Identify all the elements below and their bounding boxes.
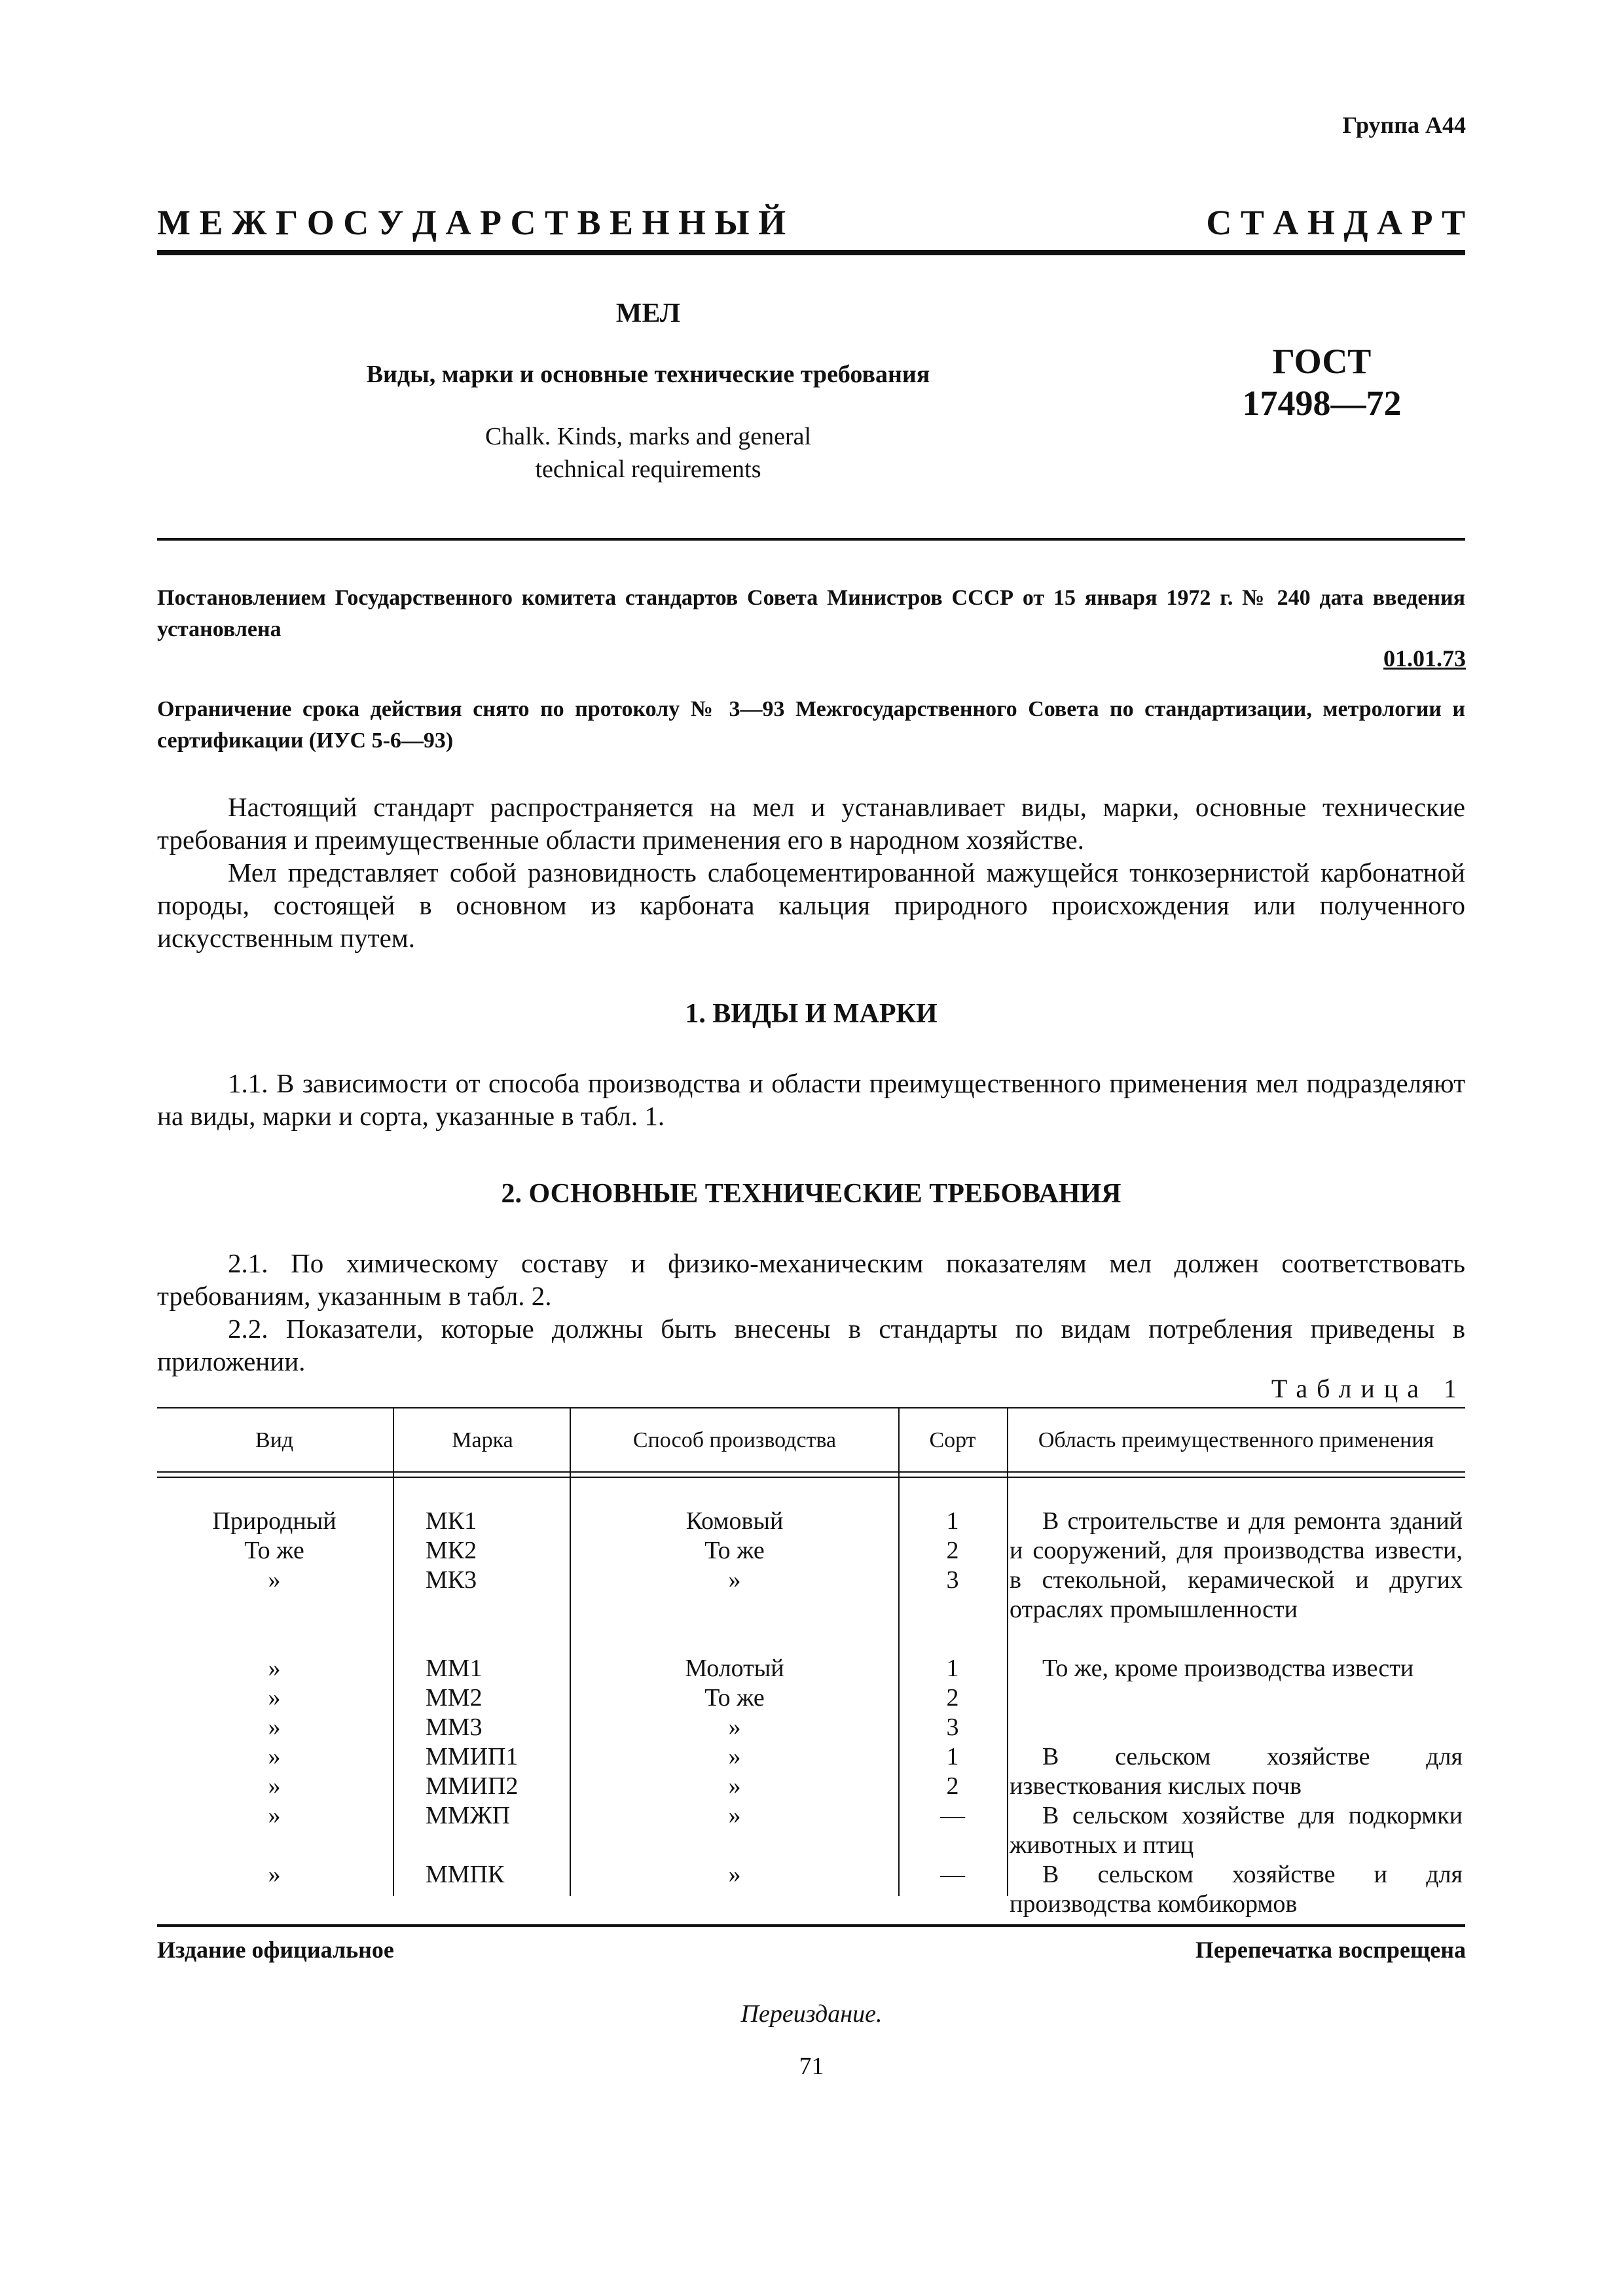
english-title-line2: technical requirements [535,456,761,483]
table-top-rule [157,1407,1465,1408]
table-cell: » [728,1802,741,1829]
table-cell-area: В сельском хозяйстве для подкормки животных и птиц [1010,1802,1463,1859]
table-cell: » [728,1566,741,1594]
clause-1-1: 1.1. В зависимости от способа производства и области преимущественного применения мел подразделяют на виды, марки и сорта, указанные в табл. 1. [157,1068,1465,1131]
table-cell: » [268,1566,281,1594]
page-number: 71 [799,2053,824,2080]
table-cell: 1 [946,1507,959,1535]
decree-text: Постановлением Государственного комитета стандартов Совета Министров СССР от 15 января 1972 г. № 240 дата введения установлена [157,586,1465,641]
header-mark: Марка [452,1428,513,1452]
reissue-label: Переиздание. [740,2000,883,2028]
header-sort: Сорт [929,1428,976,1452]
table-cell: МК2 [426,1537,477,1564]
table-cell: ММИП1 [426,1743,519,1770]
table-cell: ММЖП [426,1802,511,1829]
gost-label: ГОСТ [1272,342,1372,381]
col-divider-1 [393,1408,394,1896]
table-cell: 3 [946,1713,959,1741]
table-cell-area: То же, кроме производства извести [1042,1655,1414,1682]
document-title: МЕЛ [615,298,681,329]
header-thick-rule [157,250,1465,255]
table-cell: » [268,1802,281,1829]
gost-code: 17498—72 [1242,384,1402,423]
table-cell: » [728,1713,741,1741]
footer-rule [157,1924,1465,1927]
table-cell: ММ3 [426,1713,483,1741]
table-cell: Комовый [685,1507,784,1535]
table-cell: — [940,1802,965,1829]
table-cell: 1 [946,1655,959,1682]
table-cell: » [268,1713,281,1741]
header-rule-2 [157,1477,1465,1478]
banner-word-interstate: М Е Ж Г О С У Д А Р С Т В Е Н Н Ы Й [157,203,786,242]
table-cell: То же [244,1537,304,1564]
table-cell: » [728,1861,741,1888]
table-cell: 2 [946,1772,959,1800]
section-1-heading: 1. ВИДЫ И МАРКИ [685,999,938,1029]
header-rule-1 [157,1471,1465,1473]
table-cell: Молотый [685,1655,784,1682]
table-cell: » [268,1655,281,1682]
clause-2-1: 2.1. По химическому составу и физико-механическим показателям мел должен соответствовать требованиям, указанным в табл. 2. [157,1248,1465,1311]
table-cell: То же [704,1684,765,1712]
limitation-text: Ограничение срока действия снято по протоколу № 3—93 Межгосударственного Совета по стандартизации, метрологии и сертификации (ИУС 5-6—93) [157,697,1465,753]
header-way: Способ производства [632,1428,837,1452]
col-divider-4 [1007,1408,1008,1896]
table-cell: » [268,1743,281,1770]
gost-number [1178,340,1465,424]
table-cell: МК1 [426,1507,477,1535]
english-title [157,420,1139,486]
intro-paragraph-2: Мел представляет собой разновидность слабоцементированной мажущейся тонкозернистой карбонатной породы, состоящей в основном из карбоната кальция природного происхождения или полученного искусственным путем. [157,857,1465,953]
header-vid: Вид [255,1428,294,1452]
table-cell: ММИП2 [426,1772,519,1800]
table-cell: » [268,1772,281,1800]
intro-paragraph-1: Настоящий стандарт распространяется на мел и устанавливает виды, марки, основные технические требования и преимущественные области применения его в народном хозяйстве. [157,792,1465,855]
table-cell: ММПК [426,1861,505,1888]
table-cell: » [268,1861,281,1888]
table-1-caption: Таблица 1 [1271,1374,1466,1403]
english-title-line1: Chalk. Kinds, marks and general [484,423,812,450]
title-bottom-rule [157,538,1465,541]
table-cell-area: В сельском хозяйстве и для производства комбикормов [1010,1861,1463,1918]
table-cell: То же [704,1537,765,1564]
header-area: Область преимущественного применения [1038,1428,1434,1452]
official-edition-label: Издание официальное [157,1937,394,1963]
table-cell: 2 [946,1537,959,1564]
standard-banner [157,203,1465,242]
table-cell: 1 [946,1743,959,1770]
table-cell: — [940,1861,965,1888]
banner-word-standard: С Т А Н Д А Р Т [1206,203,1465,242]
table-cell: 2 [946,1684,959,1712]
section-2-heading: 2. ОСНОВНЫЕ ТЕХНИЧЕСКИЕ ТРЕБОВАНИЯ [501,1179,1122,1209]
decree-date: 01.01.73 [1383,645,1466,672]
table-cell: » [728,1772,741,1800]
table-cell: ММ2 [426,1684,483,1712]
table-cell: » [268,1684,281,1712]
table-cell-area: В сельском хозяйстве для известкования кислых почв [1010,1743,1463,1800]
table-cell-area: В строительстве и для ремонта зданий и сооружений, для производства извести, в стекольной, керамической и других отраслях промышленности [1010,1507,1463,1623]
table-cell: МК3 [426,1566,477,1594]
group-code: Группа А44 [1342,112,1466,138]
clause-2-2: 2.2. Показатели, которые должны быть внесены в стандарты по видам потребления приведены в приложении. [157,1314,1465,1376]
table-cell: Природный [212,1507,337,1535]
document-subtitle: Виды, марки и основные технические требования [366,361,930,388]
table-cell: 3 [946,1566,959,1594]
reprint-prohibited-label: Перепечатка воспрещена [1195,1937,1466,1963]
table-cell: » [728,1743,741,1770]
table-cell: ММ1 [426,1655,483,1682]
